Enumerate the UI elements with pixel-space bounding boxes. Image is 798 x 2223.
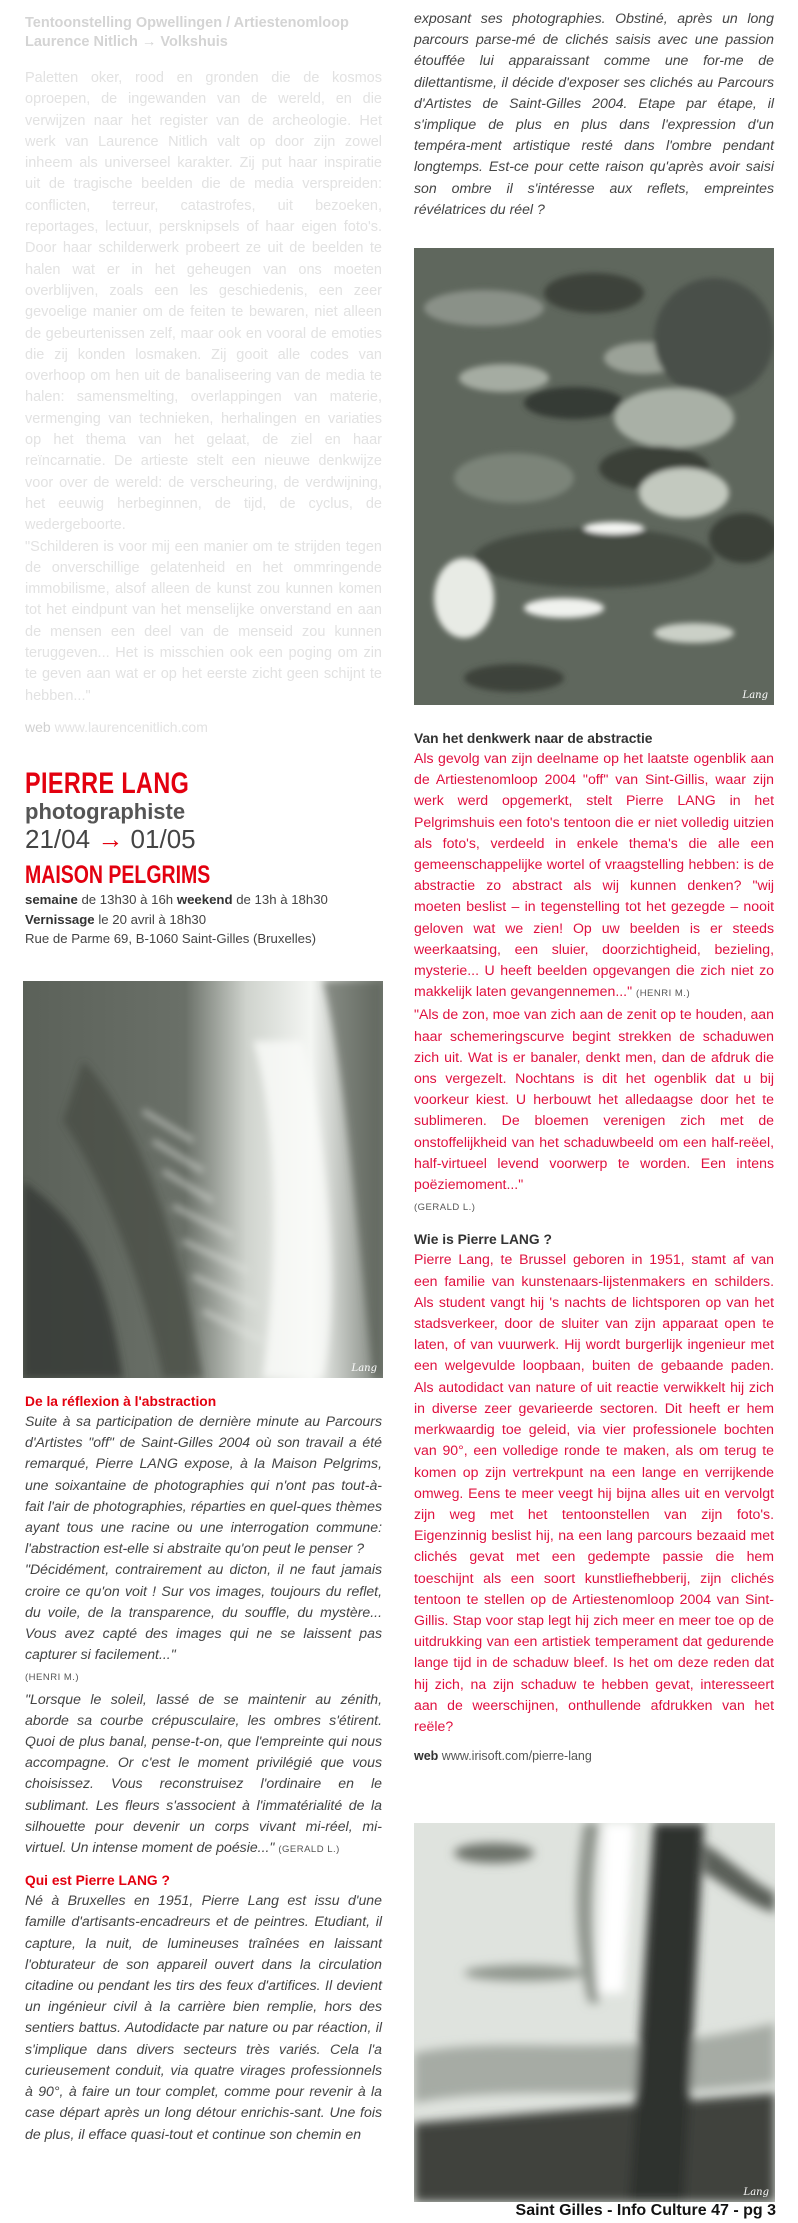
week-label: semaine: [25, 892, 78, 907]
date-to: 01/05: [130, 824, 196, 854]
french-section2-body-part2: exposant ses photographies. Obstiné, après un long parcours parse-mé de clichés saisis avec une passion étouffée lui apparaissant comme une for-me de dilettantisme, il décide d'exposer ses clichés au Parcours d'Artistes de Saint-Gilles 2004. Etape par étape, il s'implique de plus en plus dans l'expression d'un tempéra-ment artistique resté dans l'ombre pendant longtemps. Est-ce pour cette raison qu'après avoir saisi son ombre il s'intéresse aux reflets, empreintes révélatrices du réel ?: [414, 10, 774, 217]
previous-article-web: [25, 719, 382, 735]
web-label: web: [414, 1749, 439, 1764]
dutch-section1-body: [414, 748, 774, 1004]
french-text: [25, 1392, 382, 2145]
artist-name: PIERRE LANG: [25, 767, 190, 800]
french-quote2: [25, 1689, 382, 1861]
french-section2-heading: Qui est Pierre LANG ?: [25, 1873, 170, 1889]
previous-article: [25, 14, 382, 735]
address: Rue de Parme 69, B-1060 Saint-Gilles (Bruxelles): [25, 931, 316, 947]
vernissage-value: le 20 avril à 18h30: [98, 911, 207, 927]
photo-water-reflections: [414, 248, 774, 705]
photo-signature: Lang: [351, 1363, 377, 1374]
french-quote2-text: "Lorsque le soleil, lassé de se maintenir au zénith, aborde sa courbe crépusculaire, les ombres s'étirent. Quoi de plus banal, pense-t-on, que l'empreinte qui nous accompagne. Or c'est le moment privilégié que vous choisissez. Vous reconstruisez l'ordinaire en le sublimant. Les fleurs s'associent à l'immatérialité de la silhouette pour devenir un corps vivant mi-réel, mi-virtuel. Un intense moment de poésie...": [25, 1690, 382, 1856]
previous-article-quote: "Schilderen is voor mij een manier om te strijden tegen de onverschillige gelatenheid en het ommringende immobilisme, alsof alleen de kunst zou kunnen komen tot het eindpunt van het menselijke onverstand en aan de mensen een deel van de menseid zou kunnen teruggeven... Het is misschien ook een poging om zin te geven aan wat er op het eerste zicht geen schijnt te hebben...": [25, 538, 382, 704]
french-quote1: [25, 1559, 382, 1688]
photo-image: [23, 981, 383, 1378]
previous-article-heading-2: Laurence Nitlich → Volkshuis: [25, 34, 228, 50]
dutch-quote2: [414, 1004, 774, 1218]
date-from: 21/04: [25, 824, 91, 854]
dutch-quote2-author: (GERALD L.): [414, 1202, 476, 1214]
previous-article-body: Paletten oker, rood en gronden die de kosmos oproepen, de ingewanden van de wereld, en die verwijzen naar het register van de archeologie. Het werk van Laurence Nitlich valt op door zijn zowel inheem als universeel karakter. Zij put haar inspiratie uit de tragische beelden die de media verspreiden: conflicten, terreur, catastrofes, uit bezoeken, reportages, lectuur, persknipsels of haar eigen foto's. Door haar schilderwerk probeert ze uit de beelden te halen wat er in het geheugen van ons moeten overblijven, zoals een les geschiedenis, een zeer gevoelige manier om de feiten te bewaren, niet alleen de gebeurtenissen zelf, maar ook en vooral de emoties die zij konden losmaken. Zij gooit alle codes van overhoop om hen uit de banaliseering van de media te halen: samensmelting, overlappingen van materie, vermenging van technieken, herhalingen en variaties op het thema van het gelaat, de ziel en haar reïncarnatie. De artieste stelt een nieuwe denkwijze voor over de wereld: de verscheuring, de verdwijning, het eeuwig herbeginnen, de tijd, de cyclus, de wedergeboorte.: [25, 70, 382, 534]
french-quote2-author: (GERALD L.): [278, 1844, 340, 1856]
arrow-right-icon: →: [97, 824, 124, 854]
page-footer: Saint Gilles - Info Culture 47 - pg 3: [515, 2202, 776, 2219]
week-hours: de 13h30 à 16h: [81, 892, 174, 907]
vernissage: [25, 910, 382, 930]
photo-signature: Lang: [743, 2187, 769, 2198]
french-quote1-author: (HENRI M.): [25, 1672, 80, 1684]
dutch-section1-heading: Van het denkwerk naar de abstractie: [414, 731, 653, 746]
dutch-quote1-author: (HENRI M.): [636, 988, 691, 1000]
photo-image: [414, 1823, 775, 2202]
venue-name: MAISON PELGRIMS: [25, 861, 211, 889]
dutch-section1-text: Als gevolg van zijn deelname op het laatste ogenblik aan de Artiestenomloop 2004 "off" van Sint-Gillis, waar zijn werk werd opgemerkt, stelt Pierre LANG in het Pelgrimshuis een foto's tentoon die er niet volledig uitzien als foto's, verdeeld in enkele thema's die alle een gemeenschappelijke wortel of vraagstelling hebben: is de abstractie zo abstract als wij kunnen denken? "wij moeten beslist – in tegenstelling tot het gezegde – nooit geloven wat we zien! Op uw beelden is er steeds weerkaatsing, een sluier, doorzichtigheid, bezieling, mysterie... U heeft beelden opgevangen die zich niet zo makkelijk laten gevangennemen...": [414, 750, 774, 1000]
artist-role: photographiste: [25, 799, 186, 824]
weekend-hours: de 13h à 18h30: [236, 892, 328, 907]
french-quote1-text: "Décidément, contrairement au dicton, il ne faut jamais croire ce qu'on voit ! Sur vos images, toujours du reflet, du voile, de la transparence, du souffle, du mystère... Vous avez capté des images qui ne se laissent pas capturer si facilement...": [25, 1561, 382, 1663]
photo-abstract-ripples: [23, 981, 383, 1378]
event-header: [25, 768, 382, 949]
web-link[interactable]: www.laurencenitlich.com: [54, 718, 208, 735]
dutch-section2-body: Pierre Lang, te Brussel geboren in 1951, stamt af van een familie van kunstenaars-lijstenmakers en schilders. Als student vangt hij 's nachts de lichtsporen op van het stadsverkeer, door de sluiter van zijn apparaat open te laten, of van vuurwerk. Hij wordt burgerlijk ingenieur met een welgevulde loopbaan, buiten de gebaande paden. Als autodidact van nature of uit reactie verwikkelt hij zich in diverse zeer gevarieerde sectoren. Dit heeft er hem merkwaardig toe geleid, via vier professionele bochten van 90°, een volledige ronde te maken, als om terug te komen op zijn vertrekpunt na een lange en verrijkende omweg. Eens te meer veegt hij bijna alles uit en vervolgt zijn weg met het tentoonstellen van zijn foto's. Eigenzinnig beslist hij, na een lang parcours bezaaid met clichés gevat met een gedempte passie die hem toeschijnt als een soort kunstliefhebberij, zijn clichés tentoon te stellen op de Artiestenomloop 2004 van Sint-Gillis. Stap voor stap legt hij zich meer en meer toe op de uitdrukking van een artistiek temperament dat gedurende lange tijd in de schaduw bleef. Is het om deze reden dat hij zich, na zijn schaduw te hebben gevat, interesseert aan de weerschijnen, onthullende afdrukken van het reële?: [414, 1251, 774, 1734]
french-section1-body: Suite à sa participation de dernière minute au Parcours d'Artistes "off" de Saint-Gilles 2004 où son travail a été remarqué, Pierre LANG expose, à la Maison Pelgrims, une soixantaine de photographies qui n'ont pas tout-à-fait l'air de photographies, réparties en quel-ques thèmes ayant tous une racine ou une interrogation commune: l'abstraction est-elle si abstraite qu'on peut le penser ?: [25, 1413, 382, 1557]
dutch-section2-heading: Wie is Pierre LANG ?: [414, 1232, 552, 1248]
previous-article-heading-1: Tentoonstelling Opwellingen / Artiestenomloop: [25, 15, 349, 31]
vernissage-label: Vernissage: [25, 911, 95, 927]
french-section1-heading: De la réflexion à l'abstraction: [25, 1394, 217, 1409]
french-section2-body-part1: Né à Bruxelles en 1951, Pierre Lang est issu d'une famille d'artisants-encadreurs et de peintres. Etudiant, il capture, la nuit, de lumineuses traînées en laissant l'obturateur de son appareil ouvert dans la circulation citadine ou pendant les tirs des feux d'artifices. Il devient un ingénieur civil à la carrière bien remplie, hors des sentiers battus. Autodidacte par nature ou par réaction, il s'implique dans divers secteurs très variés. Cela l'a curieusement conduit, via quatre virages professionnels à 90°, à faire un tour complet, comme pour revenir à la case départ après un long détour enrichis-sant. Une fois de plus, il efface quasi-tout et continue son chemin en: [25, 1892, 382, 2142]
event-dates: [25, 824, 382, 854]
dutch-text: [414, 729, 774, 1763]
artist-web: [414, 1749, 774, 1763]
opening-hours: [25, 890, 382, 910]
french-continuation: [414, 8, 774, 220]
photo-tree-shadow: [414, 1823, 775, 2202]
web-label: web: [25, 718, 51, 735]
photo-signature: Lang: [742, 690, 768, 701]
dutch-quote2-text: "Als de zon, moe van zich aan de zenit op te houden, aan haar schemeringscurve begint strekken de schaduwen zich uit. Wat is er banaler, denkt men, dan de afdruk die ons vergezelt. Nochtans is dit het ogenblik dat u bij voorkeur kiest. U herbouwt het alledaagse door het te sublimeren. De bloemen verenigen zich met de onstoffelijkheid van het schaduwbeeld om een half-reëel, half-virtueel levend voorwerp te worden. Een intens poëziemoment...": [414, 1006, 774, 1193]
weekend-label: weekend: [176, 892, 233, 907]
photo-image: [414, 248, 774, 705]
web-link[interactable]: www.irisoft.com/pierre-lang: [441, 1749, 592, 1764]
